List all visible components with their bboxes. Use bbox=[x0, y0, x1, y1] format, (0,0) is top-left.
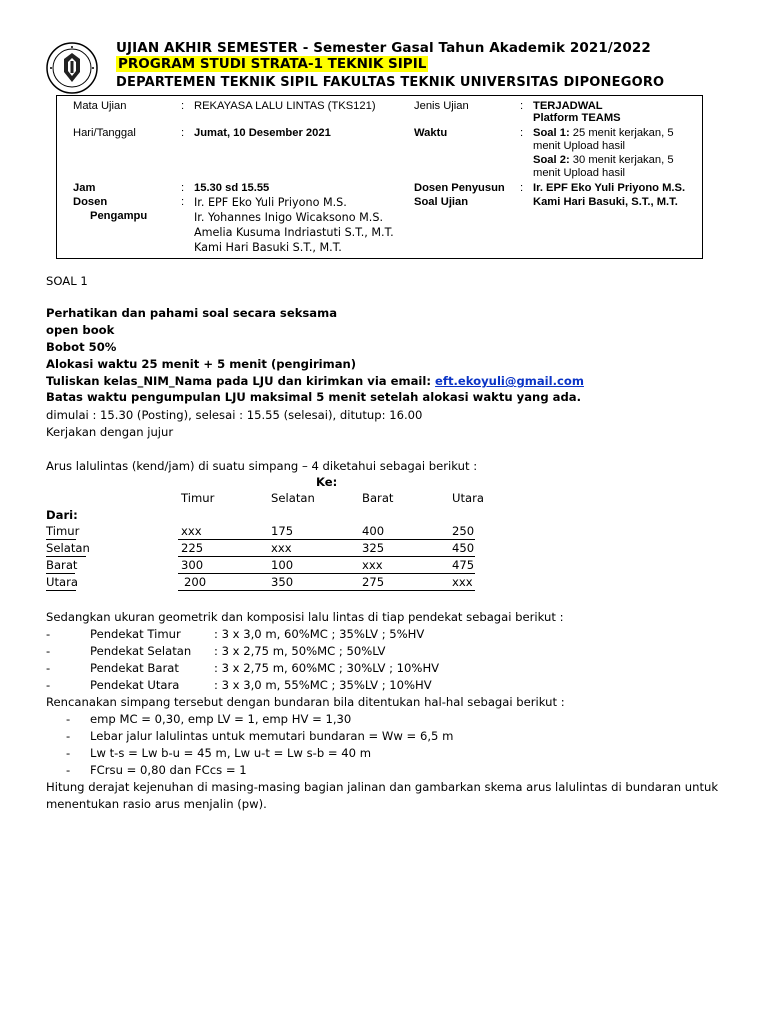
jenis-ujian-label: Jenis Ujian bbox=[414, 100, 469, 112]
cell: 175 bbox=[271, 524, 294, 538]
colon: : bbox=[181, 127, 185, 139]
soal2-upload: menit Upload hasil bbox=[533, 167, 626, 179]
soal-ujian-label: Soal Ujian bbox=[414, 196, 469, 208]
approach-value: : 3 x 3,0 m, 55%MC ; 35%LV ; 10%HV bbox=[214, 678, 432, 692]
dash: - bbox=[66, 746, 71, 760]
penyusun-value: Ir. EPF Eko Yuli Priyono M.S. bbox=[533, 182, 686, 194]
col-header-barat: Barat bbox=[362, 491, 394, 505]
cell: xxx bbox=[271, 541, 292, 555]
row-underline bbox=[46, 573, 75, 574]
row-label: Utara bbox=[46, 575, 79, 589]
penyusun-label: Dosen Penyusun bbox=[414, 182, 505, 194]
approach-name: Pendekat Utara bbox=[90, 678, 180, 692]
jam-label: Jam bbox=[73, 182, 96, 194]
dash: - bbox=[46, 627, 51, 641]
email-link[interactable]: eft.ekoyuli@gmail.com bbox=[435, 374, 584, 388]
dosen-label: Dosen bbox=[73, 196, 108, 208]
instruction-line: open book bbox=[46, 323, 115, 337]
cell: 350 bbox=[271, 575, 294, 589]
program-title: PROGRAM STUDI STRATA-1 TEKNIK SIPIL bbox=[118, 56, 427, 72]
traffic-intro: Arus lalulintas (kend/jam) di suatu simpang – 4 diketahui sebagai berikut : bbox=[46, 459, 478, 473]
cell: 100 bbox=[271, 558, 294, 572]
mata-ujian-value: REKAYASA LALU LINTAS (TKS121) bbox=[194, 100, 376, 112]
cell: 450 bbox=[452, 541, 475, 555]
approach-value: : 3 x 2,75 m, 60%MC ; 30%LV ; 10%HV bbox=[214, 661, 440, 675]
cell: xxx bbox=[362, 558, 383, 572]
jam-value: 15.30 sd 15.55 bbox=[194, 182, 270, 194]
approach-name: Pendekat Selatan bbox=[90, 644, 192, 658]
col-header-timur: Timur bbox=[181, 491, 215, 505]
dosen-item: Ir. EPF Eko Yuli Priyono M.S. bbox=[194, 196, 347, 209]
submit-instruction: Tuliskan kelas_NIM_Nama pada LJU dan kirimkan via email: eft.ekoyuli@gmail.com bbox=[46, 374, 584, 388]
colon: : bbox=[520, 100, 524, 112]
hari-value: Jumat, 10 Desember 2021 bbox=[194, 127, 331, 139]
dosen-item: Kami Hari Basuki S.T., M.T. bbox=[194, 241, 342, 254]
colon: : bbox=[181, 100, 185, 112]
param-line: Lebar jalur lalulintas untuk memutari bundaran = Ww = 6,5 m bbox=[90, 729, 454, 743]
cell: 200 bbox=[184, 575, 207, 589]
soal1-upload: menit Upload hasil bbox=[533, 140, 626, 152]
param-line: FCrsu = 0,80 dan FCcs = 1 bbox=[90, 763, 247, 777]
cell: 325 bbox=[362, 541, 385, 555]
dash: - bbox=[46, 644, 51, 658]
soal2-time: Soal 2: 30 menit kerjakan, 5 bbox=[533, 154, 674, 166]
col-header-utara: Utara bbox=[452, 491, 485, 505]
mata-ujian-label: Mata Ujian bbox=[73, 100, 127, 112]
row-label: Timur bbox=[46, 524, 80, 538]
timing-line: dimulai : 15.30 (Posting), selesai : 15.55 (selesai), ditutup: 16.00 bbox=[46, 408, 423, 422]
row-label: Barat bbox=[46, 558, 78, 572]
row-underline bbox=[46, 556, 86, 557]
colon: : bbox=[520, 182, 524, 194]
soal1-time: Soal 1: 25 menit kerjakan, 5 bbox=[533, 127, 674, 139]
cell: xxx bbox=[181, 524, 202, 538]
row-underline bbox=[178, 590, 475, 591]
instruction-line: Bobot 50% bbox=[46, 340, 117, 354]
dosen-item: Ir. Yohannes Inigo Wicaksono M.S. bbox=[194, 211, 384, 224]
approach-value: : 3 x 2,75 m, 50%MC ; 50%LV bbox=[214, 644, 386, 658]
task-line: Hitung derajat kejenuhan di masing-masing bagian jalinan dan gambarkan skema arus lalulintas di bundaran untuk bbox=[46, 780, 719, 794]
exam-title: UJIAN AKHIR SEMESTER - Semester Gasal Tahun Akademik 2021/2022 bbox=[116, 40, 651, 56]
cell: xxx bbox=[452, 575, 473, 589]
dash: - bbox=[46, 678, 51, 692]
cell: 475 bbox=[452, 558, 475, 572]
deadline-line: Batas waktu pengumpulan LJU maksimal 5 menit setelah alokasi waktu yang ada. bbox=[46, 390, 581, 404]
cell: 400 bbox=[362, 524, 385, 538]
cell: 275 bbox=[362, 575, 385, 589]
approach-value: : 3 x 3,0 m, 60%MC ; 35%LV ; 5%HV bbox=[214, 627, 425, 641]
geometry-intro: Sedangkan ukuran geometrik dan komposisi lalu lintas di tiap pendekat sebagai berikut : bbox=[46, 610, 564, 624]
instruction-line: Alokasi waktu 25 menit + 5 menit (pengiriman) bbox=[46, 357, 357, 371]
task-line: menentukan rasio arus menjalin (pw). bbox=[46, 797, 267, 811]
soal-heading: SOAL 1 bbox=[46, 274, 88, 288]
param-line: emp MC = 0,30, emp LV = 1, emp HV = 1,30 bbox=[90, 712, 352, 726]
dosen-item: Amelia Kusuma Indriastuti S.T., M.T. bbox=[194, 226, 394, 239]
hari-label: Hari/Tanggal bbox=[73, 127, 136, 139]
jenis-ujian-value: TERJADWAL bbox=[533, 100, 603, 112]
cell: 300 bbox=[181, 558, 204, 572]
row-underline bbox=[178, 573, 475, 574]
cell: 225 bbox=[181, 541, 204, 555]
ke-label: Ke: bbox=[316, 475, 338, 489]
row-underline bbox=[178, 556, 475, 557]
row-underline bbox=[178, 539, 475, 540]
penyusun-value2: Kami Hari Basuki, S.T., M.T. bbox=[533, 196, 678, 208]
dash: - bbox=[66, 712, 71, 726]
waktu-label: Waktu bbox=[414, 127, 448, 139]
param-line: Lw t-s = Lw b-u = 45 m, Lw u-t = Lw s-b = 40 m bbox=[90, 746, 372, 760]
instruction-line: Perhatikan dan pahami soal secara seksama bbox=[46, 306, 338, 320]
exam-info-box bbox=[56, 95, 703, 259]
honesty-line: Kerjakan dengan jujur bbox=[46, 425, 174, 439]
approach-name: Pendekat Timur bbox=[90, 627, 181, 641]
colon: : bbox=[181, 196, 185, 208]
university-seal-logo bbox=[46, 42, 98, 94]
colon: : bbox=[520, 127, 524, 139]
col-header-selatan: Selatan bbox=[271, 491, 315, 505]
pengampu-label: Pengampu bbox=[90, 210, 148, 222]
dash: - bbox=[66, 729, 71, 743]
colon: : bbox=[181, 182, 185, 194]
dari-label: Dari: bbox=[46, 508, 78, 522]
plan-intro: Rencanakan simpang tersebut dengan bundaran bila ditentukan hal-hal sebagai berikut : bbox=[46, 695, 565, 709]
dash: - bbox=[46, 661, 51, 675]
row-label: Selatan bbox=[46, 541, 90, 555]
row-underline bbox=[46, 590, 76, 591]
cell: 250 bbox=[452, 524, 475, 538]
dash: - bbox=[66, 763, 71, 777]
row-underline bbox=[46, 539, 76, 540]
platform-value: Platform TEAMS bbox=[533, 112, 621, 124]
approach-name: Pendekat Barat bbox=[90, 661, 179, 675]
department-title: DEPARTEMEN TEKNIK SIPIL FAKULTAS TEKNIK UNIVERSITAS DIPONEGORO bbox=[116, 75, 665, 90]
